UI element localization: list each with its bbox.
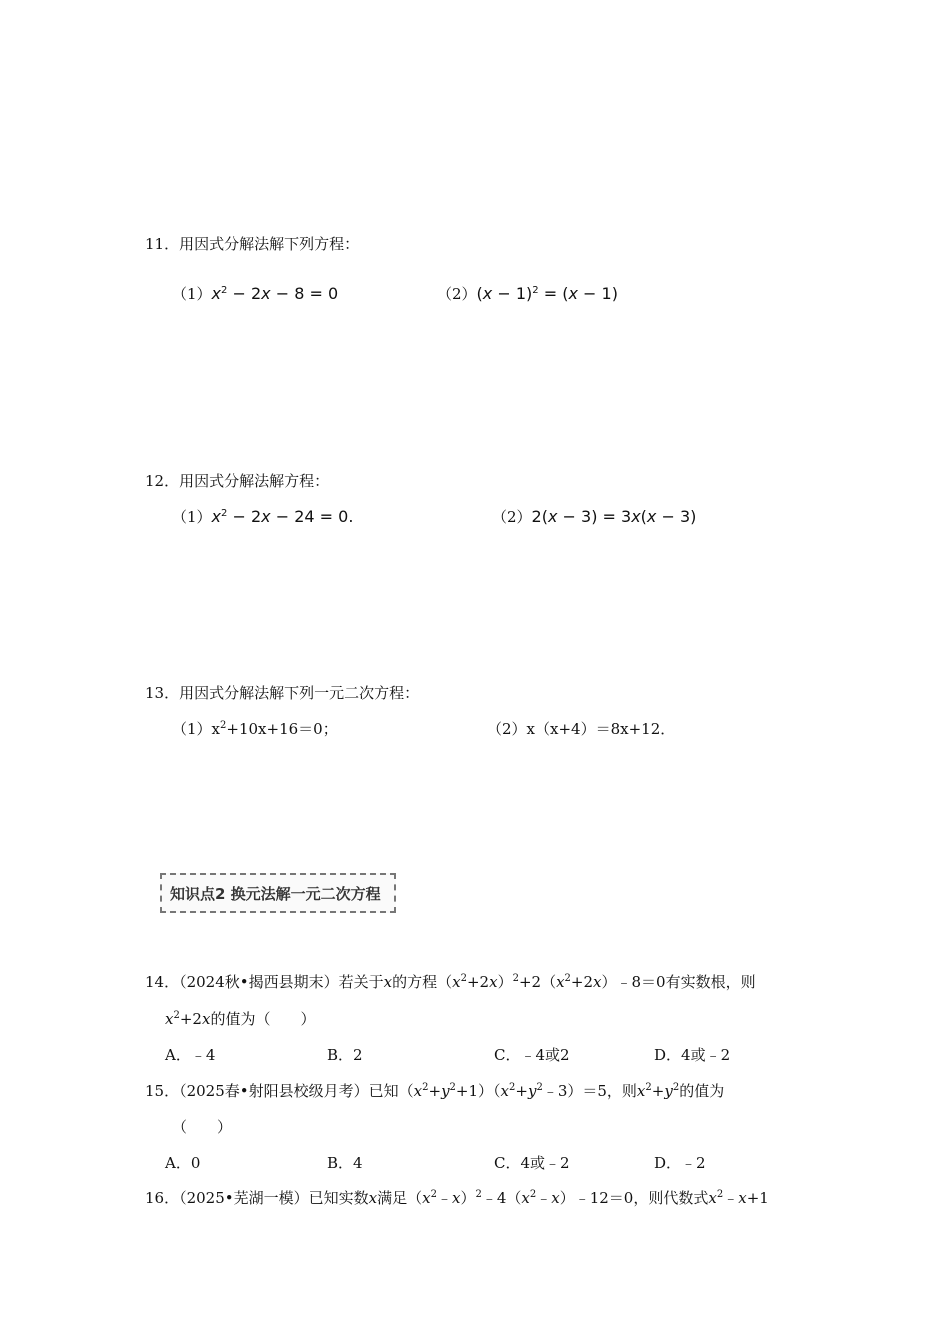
part-label: （2） bbox=[437, 285, 477, 303]
question-14-stem-line2: $x^2+2x$的值为（ ） bbox=[165, 1010, 316, 1028]
question-14-option-a[interactable]: A．﹣4 bbox=[165, 1046, 216, 1064]
question-11-stem: 11．用因式分解法解下列方程： bbox=[145, 235, 360, 253]
question-13-part-1: $(1)x^2+10x+16=0$； bbox=[172, 720, 338, 738]
equation: $x^2 - 2x - 24 = 0$. bbox=[211, 507, 354, 526]
question-15-option-c[interactable]: C．4或﹣2 bbox=[494, 1154, 570, 1172]
section-heading bbox=[160, 873, 396, 913]
equation: 2(x − 3) = 3x(x − 3) bbox=[531, 507, 697, 526]
question-15-option-d[interactable]: D．﹣2 bbox=[654, 1154, 706, 1172]
question-13-part-2: （2）x（x+4）＝8x+12． bbox=[487, 720, 676, 738]
question-13-stem: 13．用因式分解法解下列一元二次方程： bbox=[145, 684, 420, 702]
part-label: （1） bbox=[172, 508, 212, 526]
question-source: （2024秋•揭西县期末） bbox=[179, 973, 339, 991]
question-15-stem-line1: 15．（2025春•射阳县校级月考）已知$(x^2+y^2+1)(x^2+y^2﹣3)=5$，则$x^2+y^2$的值为 bbox=[145, 1082, 725, 1100]
question-source: （2025春•射阳县校级月考） bbox=[179, 1082, 369, 1100]
question-12-part-2 bbox=[492, 506, 696, 527]
question-14-option-c[interactable]: C．﹣4或2 bbox=[494, 1046, 570, 1064]
question-12-stem: 12．用因式分解法解方程： bbox=[145, 472, 330, 490]
part-label: （1） bbox=[172, 285, 212, 303]
question-16-stem-line1: 16．（2025•芜湖一模）已知实数x满足$(x^2﹣x)^2﹣4(x^2﹣x)﹣12=0$，则代数式$x^2﹣x+1$ bbox=[145, 1189, 769, 1207]
section-title: 知识点2 换元法解一元二次方程 bbox=[170, 884, 381, 903]
part-label: （1） bbox=[172, 720, 212, 738]
question-12-part-1 bbox=[172, 506, 353, 527]
question-14-option-b[interactable]: B．2 bbox=[327, 1046, 363, 1064]
equation: $(x - 1)^2 = (x - 1)$ bbox=[476, 284, 618, 303]
question-11-part-1 bbox=[172, 283, 338, 304]
part-label: （2） bbox=[492, 508, 532, 526]
question-15-stem-line2: （ ） bbox=[172, 1118, 233, 1136]
question-15-option-a[interactable]: A．0 bbox=[165, 1154, 201, 1172]
question-14-option-d[interactable]: D．4或﹣2 bbox=[654, 1046, 731, 1064]
equation: $x^2 - 2x - 8 = 0$ bbox=[211, 284, 339, 303]
question-source: （2025•芜湖一模） bbox=[179, 1189, 309, 1207]
question-15-option-b[interactable]: B．4 bbox=[327, 1154, 363, 1172]
question-14-stem-line1: 14．（2024秋•揭西县期末）若关于x的方程$(x^2+2x)^2+2(x^2+2x)﹣8=0$有实数根，则 bbox=[145, 973, 756, 991]
question-11-part-2 bbox=[437, 283, 618, 304]
